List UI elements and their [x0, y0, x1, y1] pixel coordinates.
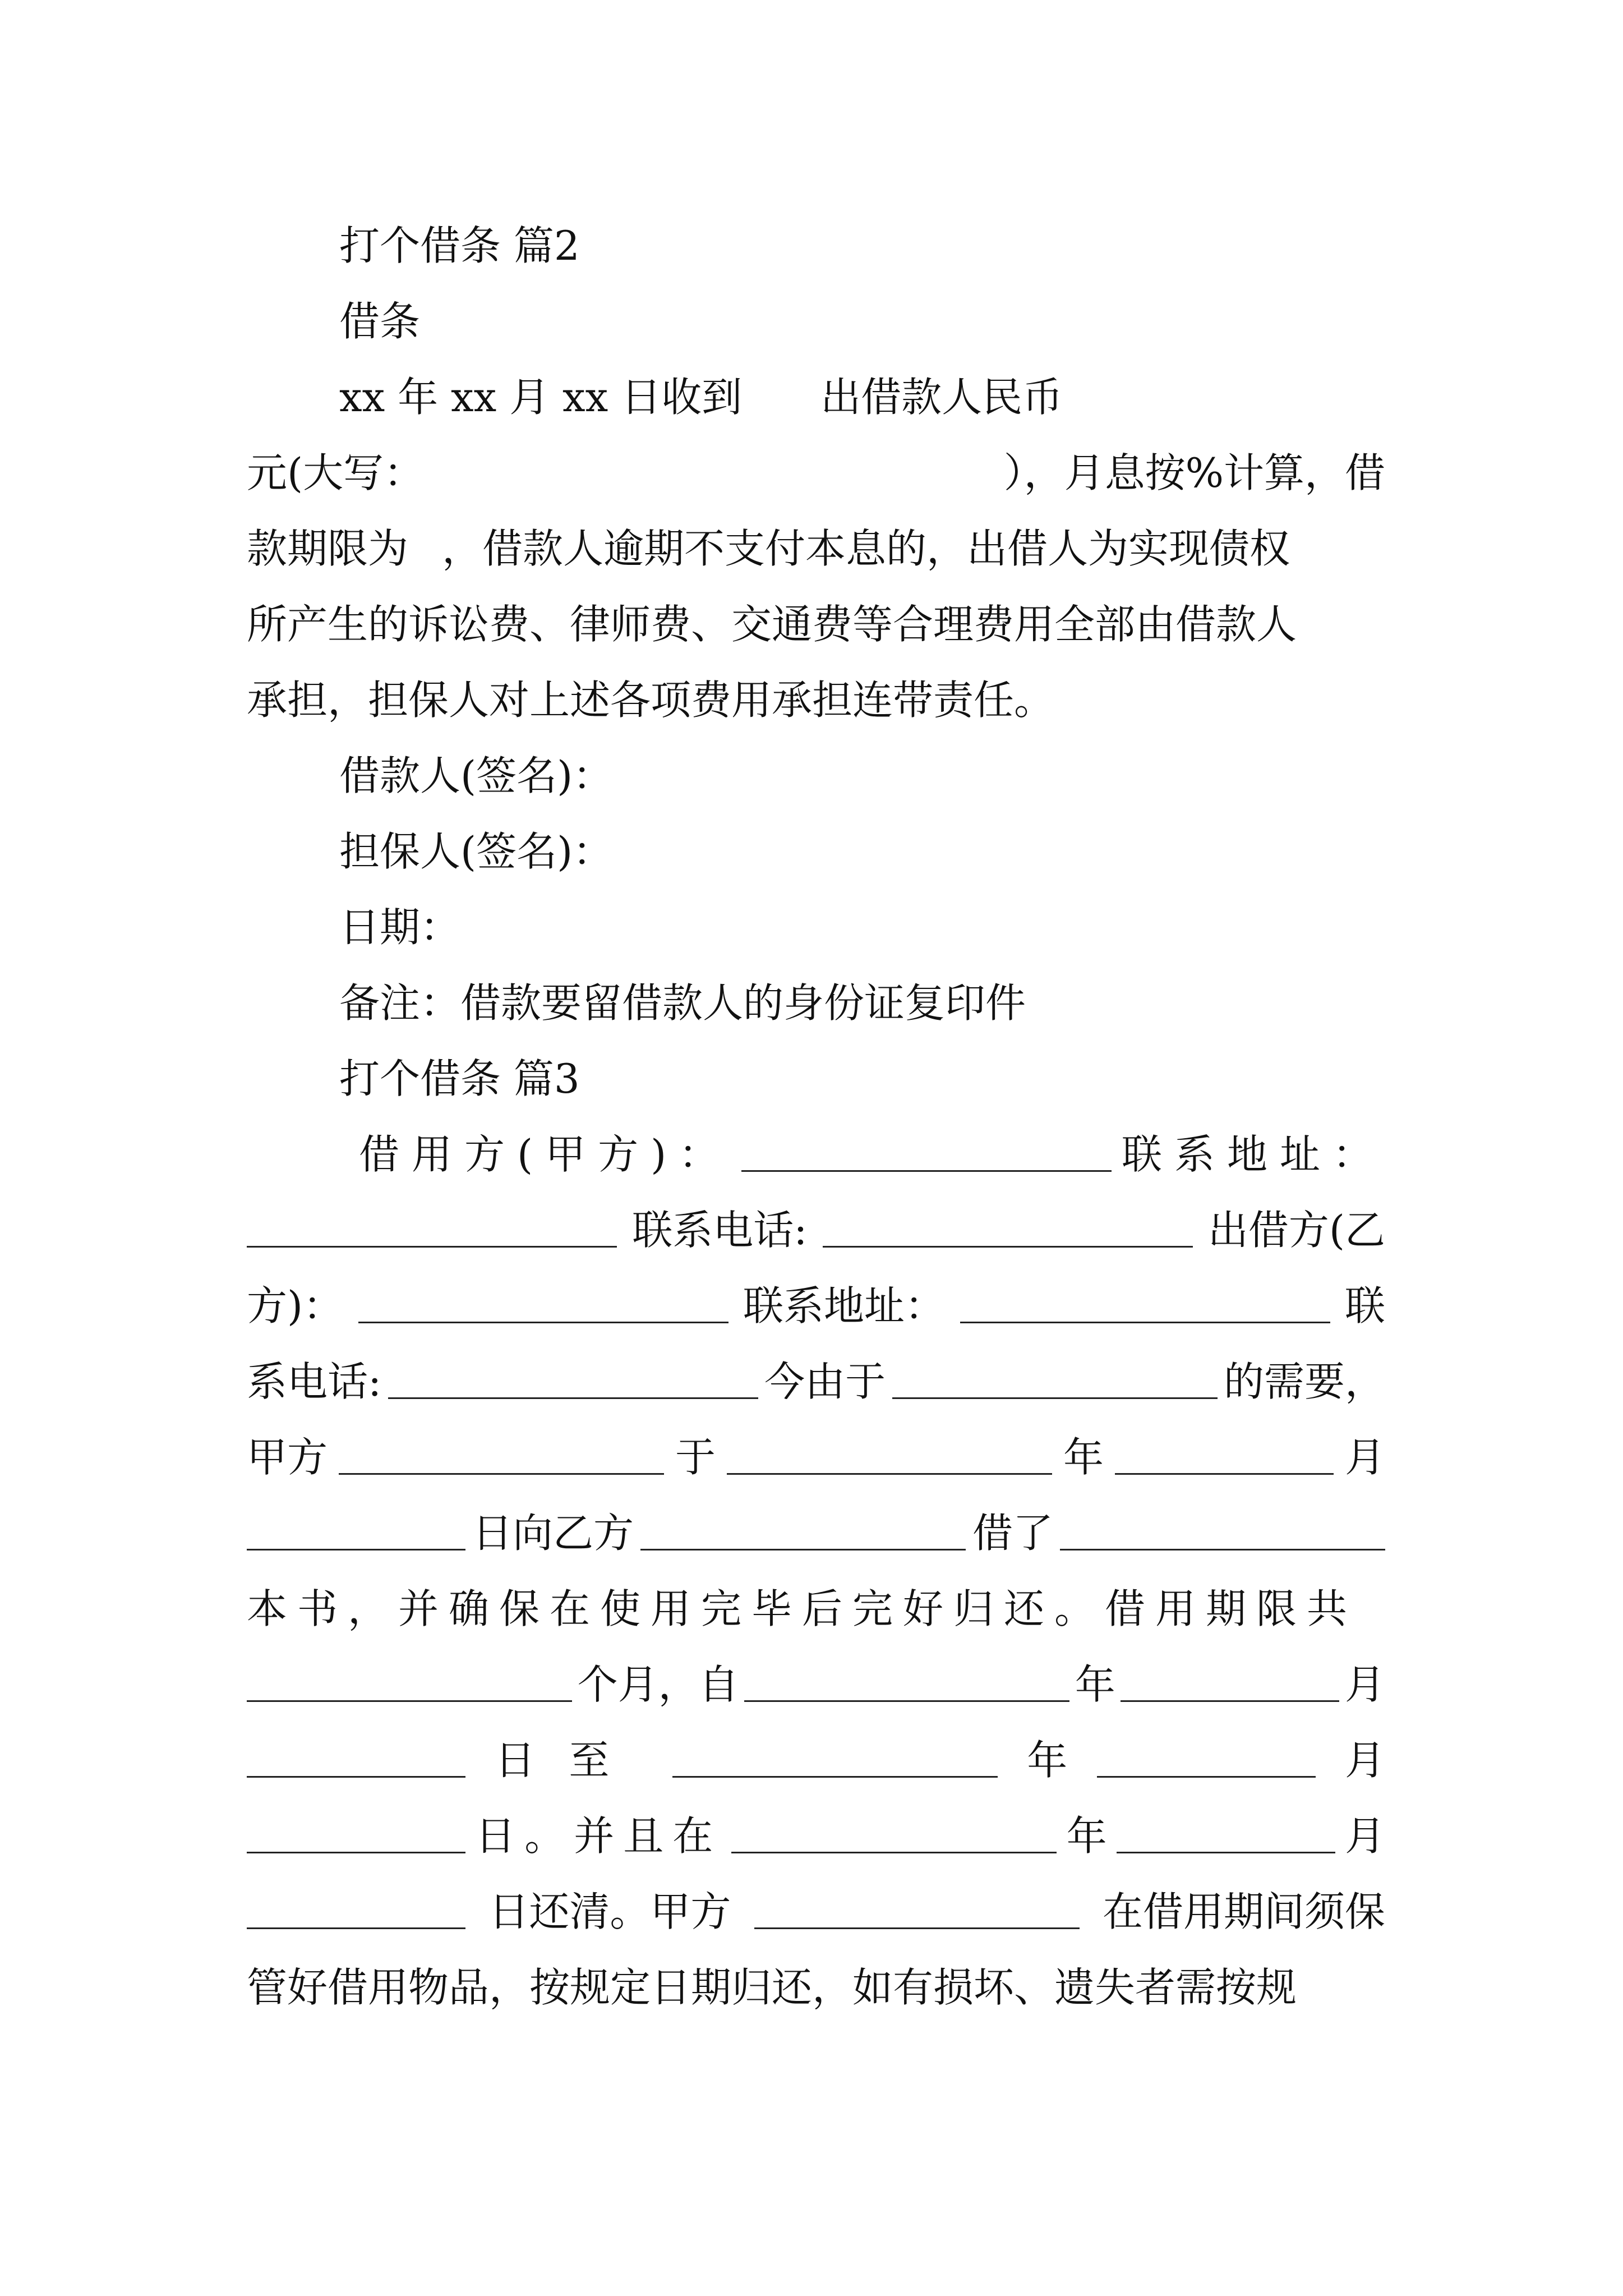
blank-field — [1115, 1441, 1334, 1475]
s3-line-1 — [359, 1121, 1385, 1188]
blank-field — [247, 1895, 465, 1929]
lender-party-label: 出借方(乙 — [1207, 1207, 1385, 1254]
contact-phone-label: 系电话: — [247, 1358, 382, 1405]
borrower-party-label: 借用方(甲方)： — [359, 1131, 732, 1178]
contact-label-start: 联 — [1344, 1282, 1385, 1329]
blank-field — [247, 1819, 465, 1853]
amount-in-words-label: 元(大写： — [247, 449, 425, 496]
blank-field — [727, 1441, 1052, 1475]
blank-field — [1121, 1668, 1339, 1702]
overdue-clause: ，借款人逾期不支付本息的，出借人为实现债权 — [442, 525, 1290, 572]
s3-line-2 — [247, 1197, 1385, 1264]
day-to-label: 日至 — [495, 1737, 643, 1784]
month-label: 月 — [1344, 1737, 1385, 1784]
iou-line-5: 承担，担保人对上述各项费用承担连带责任。 — [247, 677, 1055, 724]
blank-field — [247, 1516, 465, 1550]
blank-field — [247, 1668, 572, 1702]
blank-field — [1060, 1516, 1385, 1550]
iou-line-2 — [247, 439, 1385, 507]
contact-phone-label: 联系电话: — [632, 1207, 808, 1254]
on-label: 于 — [675, 1434, 716, 1481]
monthly-interest-text: ），月息按%计算，借 — [1003, 449, 1385, 496]
s3-line-7: 本书，并确保在使用完毕后完好归还。借用期限共 — [247, 1585, 1358, 1632]
blank-field — [358, 1289, 728, 1323]
borrowed-label: 借了 — [972, 1510, 1053, 1557]
remark-text: 备注：借款要留借款人的身份证复印件 — [339, 979, 1026, 1027]
blank-field — [892, 1365, 1218, 1399]
blank-field — [247, 1213, 617, 1248]
s3-line-5 — [247, 1424, 1385, 1491]
month-label: 月 — [1344, 1661, 1385, 1708]
day-and-by-label: 日。并且在 — [475, 1812, 722, 1860]
section3-heading: 打个借条 篇3 — [339, 1055, 580, 1102]
s3-line-12: 管好借用物品，按规定日期归还，如有损坏、遗失者需按规 — [247, 1964, 1297, 2011]
months-from-label: 个月，自 — [577, 1661, 739, 1708]
lender-party-label-cont: 方)： — [247, 1282, 344, 1329]
iou-lender-rmb: 出借款人民币 — [820, 374, 1063, 421]
blank-field — [823, 1213, 1193, 1248]
iou-line-1 — [339, 364, 1385, 431]
custody-clause: 在借用期间须保 — [1102, 1888, 1385, 1935]
blank-field — [388, 1365, 758, 1399]
s3-line-11 — [247, 1878, 1385, 1945]
loan-term-label: 款期限为 — [247, 525, 409, 572]
blank-field — [1117, 1819, 1335, 1853]
blank-field — [247, 1743, 465, 1778]
s3-line-9 — [247, 1727, 1385, 1794]
blank-field — [741, 1138, 1112, 1172]
blank-field — [339, 1441, 664, 1475]
s3-line-6 — [247, 1499, 1385, 1567]
blank-field — [754, 1895, 1080, 1929]
year-label: 年 — [1063, 1434, 1104, 1481]
guarantor-signature-label: 担保人(签名)： — [339, 828, 614, 875]
need-label: 的需要， — [1223, 1358, 1385, 1405]
blank-field — [960, 1289, 1330, 1323]
iou-date-received: xx 年 xx 月 xx 日收到 — [339, 374, 743, 421]
s3-line-10 — [247, 1802, 1385, 1870]
iou-line-3 — [247, 515, 1385, 582]
month-label: 月 — [1344, 1434, 1385, 1481]
reason-label: 今由于 — [764, 1358, 886, 1405]
month-label: 月 — [1344, 1812, 1385, 1860]
blank-field — [1097, 1743, 1316, 1778]
day-to-party-b-label: 日向乙方 — [472, 1510, 634, 1557]
blank-field — [744, 1668, 1069, 1702]
date-label: 日期： — [339, 904, 461, 951]
s3-line-8 — [247, 1651, 1385, 1718]
blank-field — [640, 1516, 966, 1550]
s3-line-4 — [247, 1348, 1385, 1415]
year-label: 年 — [1066, 1812, 1107, 1860]
year-label: 年 — [1075, 1661, 1115, 1708]
contact-address-label: 联系地址： — [1121, 1131, 1385, 1178]
blank-field — [672, 1743, 998, 1778]
iou-line-4: 所产生的诉讼费、律师费、交通费等合理费用全部由借款人 — [247, 601, 1297, 648]
iou-title: 借条 — [339, 298, 421, 345]
party-a-label: 甲方 — [247, 1434, 328, 1481]
contact-address-label: 联系地址： — [743, 1282, 946, 1329]
s3-line-3 — [247, 1272, 1385, 1340]
year-label: 年 — [1027, 1737, 1068, 1784]
blank-field — [731, 1819, 1057, 1853]
borrower-signature-label: 借款人(签名)： — [339, 752, 614, 799]
section2-heading: 打个借条 篇2 — [339, 222, 580, 269]
day-repaid-label: 日还清。甲方 — [488, 1888, 731, 1935]
